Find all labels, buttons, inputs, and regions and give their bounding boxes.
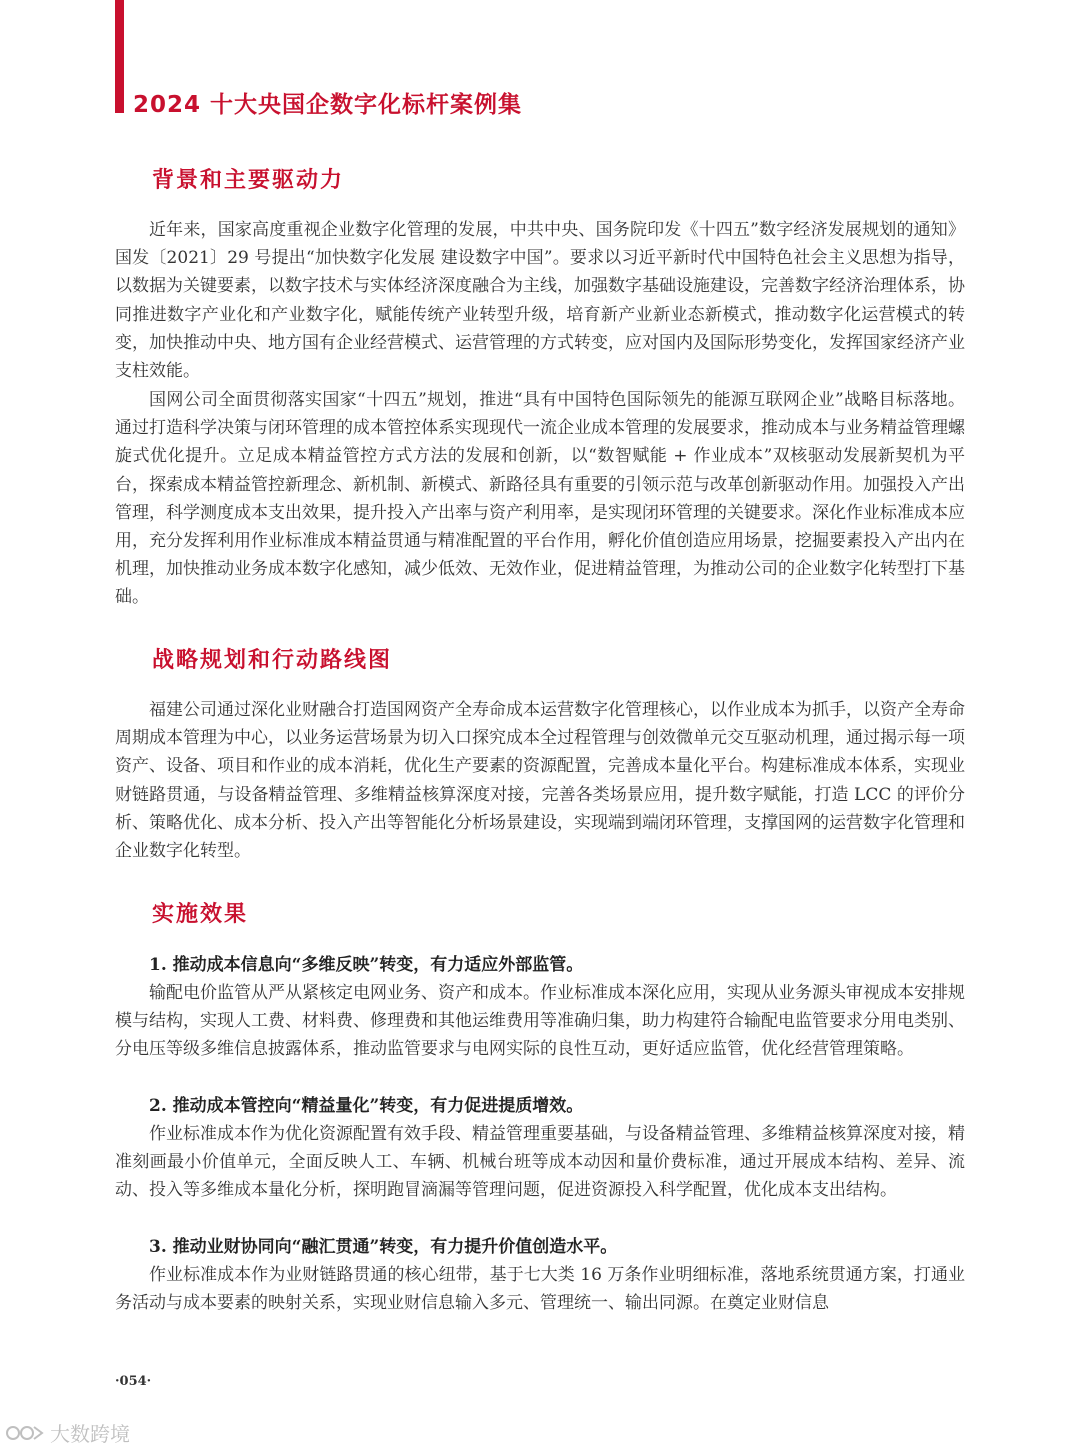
item-body: 作业标准成本作为业财链路贯通的核心纽带，基于七大类 16 万条作业明细标准，落地系统贯通方案，打通业务活动与成本要素的映射关系，实现业财信息输入多元、管理统一、输出同源。在奠定业财信息 [115,1265,965,1314]
header-accent-bar [115,0,124,113]
item-body: 作业标准成本作为优化资源配置有效手段、精益管理重要基础，与设备精益管理、多维精益核算深度对接，精准刻画最小价值单元，全面反映人工、车辆、机械台班等成本动因和量价费标准，通过开展成本结构、差异、流动、投入等多维成本量化分析，探明跑冒滴漏等管理问题，促进资源投入科学配置，优化成本支出结构。 [115,1124,965,1201]
watermark [4,1418,130,1447]
page-number: ·054· [115,1374,152,1389]
watermark-logo-icon [4,1420,44,1446]
item-title: 3. 推动业财协同向“融汇贯通”转变，有力提升价值创造水平。 [149,1237,618,1257]
section-heading-background: 背景和主要驱动力 [152,168,345,193]
header-title: 2024 十大央国企数字化标杆案例集 [133,92,523,118]
section-heading-strategy: 战略规划和行动路线图 [152,648,393,673]
paragraph: 福建公司通过深化业财融合打造国网资产全寿命成本运营数字化管理核心，以作业成本为抓手，以资产全寿命周期成本管理为中心，以业务运营场景为切入口探究成本全过程管理与创效微单元交互驱动机理，通过揭示每一项资产、设备、项目和作业的成本消耗，优化生产要素的资源配置，完善成本量化平台。构建标准成本体系，实现业财链路贯通，与设备精益管理、多维精益核算深度对接，完善各类场景应用，提升数字赋能，打造 LCC 的评价分析、策略优化、成本分析、投入产出等智能化分析场景建设，实现端到端闭环管理，支撑国网的运营数字化管理和企业数字化转型。 [115,700,965,862]
section-heading-results: 实施效果 [152,902,249,927]
watermark-text: 大数跨境 [50,1422,130,1446]
paragraph: 近年来，国家高度重视企业数字化管理的发展，中共中央、国务院印发《十四五”数字经济发展规划的通知》国发〔2021〕29 号提出“加快数字化发展 建设数字中国”。要求以习近平新时代中国特色社会主义思想为指导，以数据为关键要素，以数字技术与实体经济深度融合为主线，加强数字基础设施建设，完善数字经济治理体系，协同推进数字产业化和产业数字化，赋能传统产业转型升级，培育新产业新业态新模式，推动数字化运营模式的转变，加快推动中央、地方国有企业经营模式、运营管理的方式转变，应对国内及国际形势变化，发挥国家经济产业支柱效能。 [115,220,965,382]
item-body: 输配电价监管从严从紧核定电网业务、资产和成本。作业标准成本深化应用，实现从业务源头审视成本安排规模与结构，实现人工费、材料费、修理费和其他运维费用等准确归集，助力构建符合输配电监管要求分用电类别、分电压等级多维信息披露体系，推动监管要求与电网实际的良性互动，更好适应监管，优化经营管理策略。 [115,983,965,1060]
paragraph: 国网公司全面贯彻落实国家“十四五”规划，推进“具有中国特色国际领先的能源互联网企业”战略目标落地。通过打造科学决策与闭环管理的成本管控体系实现现代一流企业成本管理的发展要求，推动成本与业务精益管理螺旋式优化提升。立足成本精益管控方式方法的发展和创新，以“数智赋能 + 作业成本”双核驱动发展新契机为平台，探索成本精益管控新理念、新机制、新模式、新路径具有重要的引领示范与改革创新驱动作用。加强投入产出管理，科学测度成本支出效果，提升投入产出率与资产利用率，是实现闭环管理的关键要求。深化作业标准成本应用，充分发挥利用作业标准成本精益贯通与精准配置的平台作用，孵化价值创造应用场景，挖掘要素投入产出内在机理，加快推动业务成本数字化感知，减少低效、无效作业，促进精益管理，为推动公司的企业数字化转型打下基础。 [115,390,965,608]
item-title: 2. 推动成本管控向“精益量化”转变，有力促进提质增效。 [149,1096,584,1116]
item-title: 1. 推动成本信息向“多维反映”转变，有力适应外部监管。 [149,955,584,975]
